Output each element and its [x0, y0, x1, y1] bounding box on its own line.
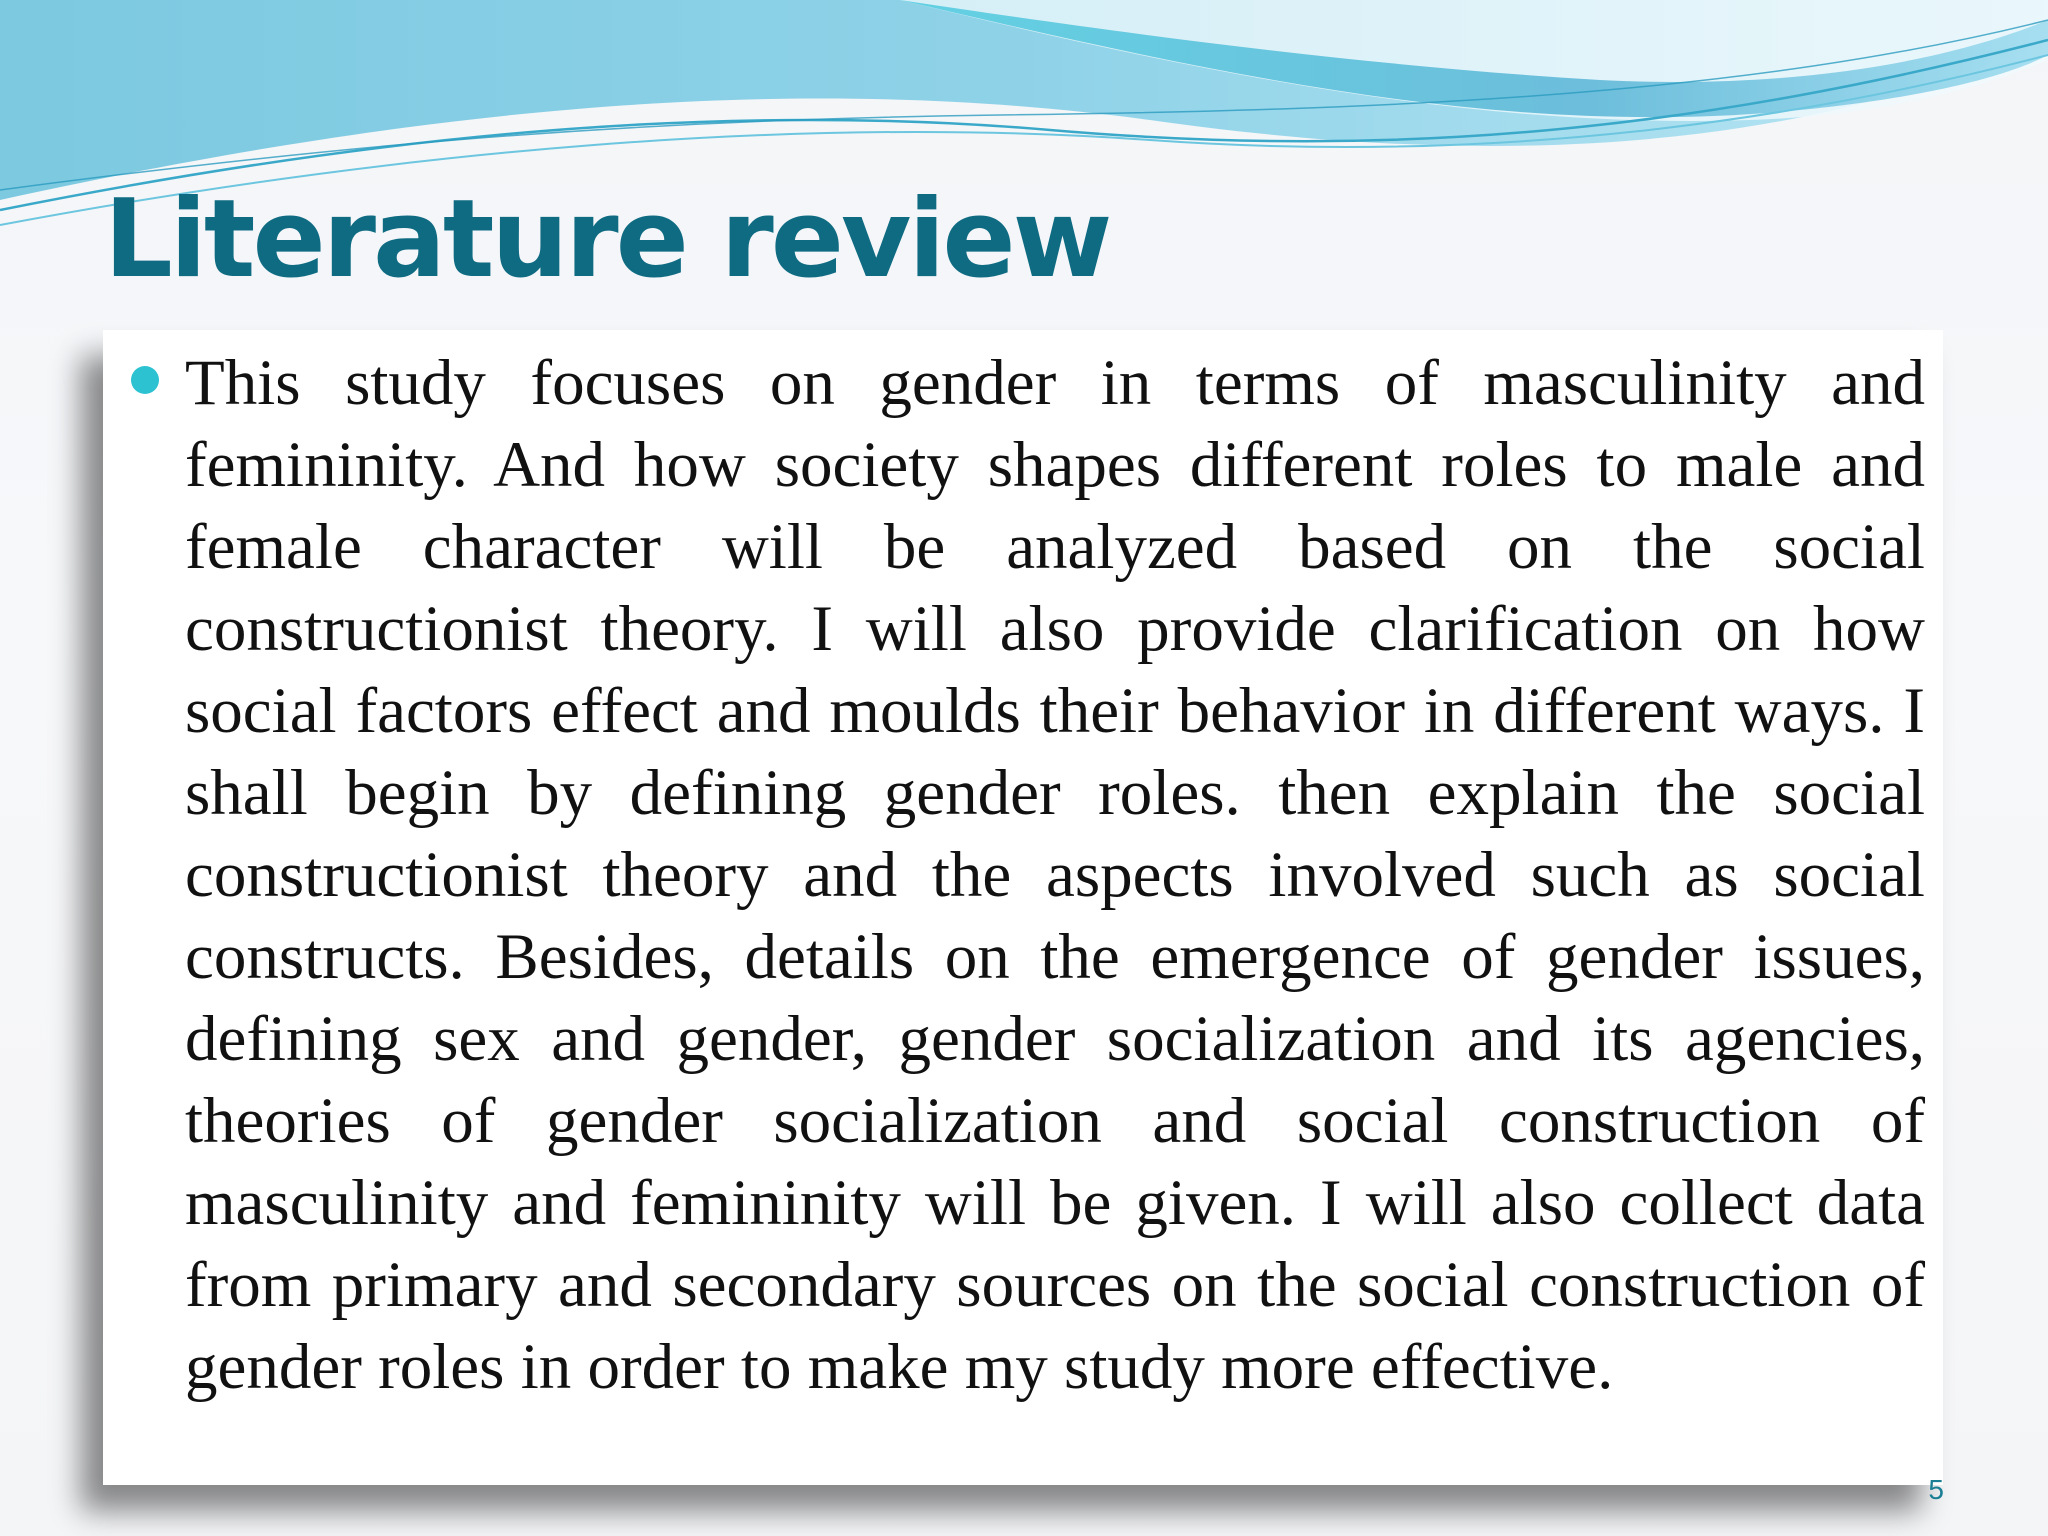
bullet-text: This study focuses on gender in terms of masculinity and femininity. And how society shapes different roles to male and female character will be analyzed based on the social constructionist theory. I will also provide clarification on how social factors effect and moulds their behavior in different ways. I shall begin by defining gender roles. then explain the social constructionist theory and the aspects involved such as social constructs. Besides, details on the emergence of gender issues, defining sex and gender, gender socialization and its agencies, theories of gender socialization and social construction of masculinity and femininity will be given. I will also collect data from primary and secondary sources on the social construction of gender roles in order to make my study more effective. — [185, 347, 1925, 1403]
bullet-icon — [131, 366, 159, 394]
page-number: 5 — [1928, 1474, 1944, 1505]
content-box — [103, 330, 1943, 1485]
slide-title: Literature review — [104, 177, 1110, 302]
